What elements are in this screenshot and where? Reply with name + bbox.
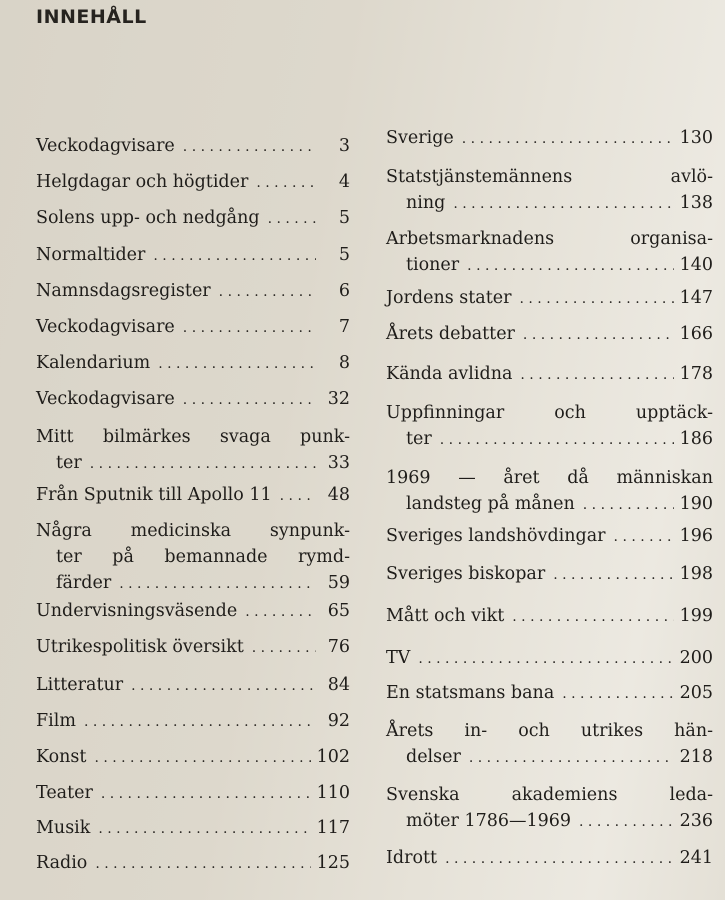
toc-entry xyxy=(36,850,350,877)
toc-entry xyxy=(36,780,350,807)
toc-entry-page: 138 xyxy=(679,193,713,213)
toc-entry-page: 190 xyxy=(679,494,713,514)
toc-entry-line xyxy=(36,780,350,807)
toc-entry-line xyxy=(36,133,350,160)
dot-leader xyxy=(183,315,316,341)
toc-entry-page: 8 xyxy=(338,353,350,373)
toc-entry-page: 140 xyxy=(679,255,713,275)
toc-entry-title: Radio xyxy=(36,853,88,873)
toc-entry xyxy=(36,314,350,341)
dot-leader xyxy=(418,646,673,672)
toc-entry-page: 241 xyxy=(679,848,713,868)
toc-entry-page: 92 xyxy=(327,711,350,731)
toc-entry xyxy=(386,845,713,872)
toc-entry-page: 5 xyxy=(338,208,350,228)
toc-entry-line xyxy=(386,285,713,312)
toc-entry-title: Svenska akademiens leda- xyxy=(386,785,713,805)
dot-leader xyxy=(256,170,316,196)
toc-entry-title: TV xyxy=(386,648,411,668)
dot-leader xyxy=(252,635,316,661)
toc-entry-page: 186 xyxy=(679,429,713,449)
toc-entry xyxy=(36,386,350,413)
dot-leader xyxy=(583,492,674,518)
toc-entry xyxy=(36,815,350,842)
toc-entry-line xyxy=(36,386,350,413)
toc-entry-line xyxy=(386,603,713,630)
toc-entry-page: 200 xyxy=(679,648,713,668)
toc-entry xyxy=(386,285,713,312)
toc-entry-page: 32 xyxy=(327,389,350,409)
dot-leader xyxy=(94,745,310,771)
toc-entry-line xyxy=(36,242,350,269)
toc-entry-page: 117 xyxy=(316,818,350,838)
toc-entry-title: ter på bemannade rymd- xyxy=(56,547,350,567)
dot-leader xyxy=(153,243,316,269)
toc-entry-page: 76 xyxy=(327,637,350,657)
toc-entry-page: 65 xyxy=(327,601,350,621)
toc-entry-line xyxy=(36,815,350,842)
toc-entry xyxy=(36,205,350,232)
dot-leader xyxy=(95,851,310,877)
dot-leader xyxy=(553,562,673,588)
toc-entry-line xyxy=(36,634,350,661)
toc-entry-page: 218 xyxy=(679,747,713,767)
toc-entry-page: 84 xyxy=(327,675,350,695)
toc-entry-page: 33 xyxy=(327,453,350,473)
toc-entry-page: 59 xyxy=(327,573,350,593)
toc-entry-title: Årets debatter xyxy=(386,324,515,344)
toc-entry xyxy=(386,400,713,453)
toc-entry-page: 205 xyxy=(679,683,713,703)
toc-entry-line xyxy=(386,645,713,672)
toc-entry-title: Från Sputnik till Apollo 11 xyxy=(36,485,272,505)
toc-entry-title: Arbetsmarknadens organisa- xyxy=(386,229,713,249)
toc-entry-line xyxy=(386,190,713,217)
toc-entry xyxy=(386,465,713,518)
toc-entry-title: Sveriges landshövdingar xyxy=(386,526,606,546)
dot-leader xyxy=(119,571,316,597)
toc-entry-page: 196 xyxy=(679,526,713,546)
toc-entry-line xyxy=(36,314,350,341)
toc-entry xyxy=(36,598,350,625)
toc-entry-page: 3 xyxy=(338,136,350,156)
toc-entry-line xyxy=(386,523,713,550)
dot-leader xyxy=(268,206,316,232)
toc-entry-line xyxy=(386,845,713,872)
toc-entry-line xyxy=(386,125,713,152)
toc-entry xyxy=(36,278,350,305)
toc-entry-line xyxy=(36,744,350,771)
toc-entry-title: Statstjänstemännens avlö- xyxy=(386,167,713,187)
toc-entry xyxy=(36,672,350,699)
dot-leader xyxy=(562,681,673,707)
toc-entry-title: ter xyxy=(56,453,82,473)
toc-entry-line xyxy=(36,350,350,377)
toc-entry-title: 1969 — året då människan xyxy=(386,468,713,488)
toc-entry-title: Mitt bilmärkes svaga punk- xyxy=(36,427,350,447)
dot-leader xyxy=(469,745,674,771)
dot-leader xyxy=(131,673,316,699)
toc-entry xyxy=(36,708,350,735)
toc-entry-line xyxy=(36,278,350,305)
dot-leader xyxy=(523,322,674,348)
dot-leader xyxy=(445,846,674,872)
dot-leader xyxy=(158,351,316,377)
toc-entry-title: Normaltider xyxy=(36,245,146,265)
dot-leader xyxy=(219,279,316,305)
toc-entry-title: Kalendarium xyxy=(36,353,151,373)
toc-entry-line xyxy=(36,450,350,477)
toc-entry-title: Konst xyxy=(36,747,87,767)
dot-leader xyxy=(98,816,310,842)
toc-entry-title: Veckodagvisare xyxy=(36,389,175,409)
toc-entry-line xyxy=(386,491,713,518)
toc-entry xyxy=(36,169,350,196)
toc-heading: INNEHÅLL xyxy=(36,6,147,28)
toc-entry-title: Årets in- och utrikes hän- xyxy=(386,721,713,741)
toc-entry-page: 147 xyxy=(679,288,713,308)
dot-leader xyxy=(280,483,316,509)
toc-entry xyxy=(36,634,350,661)
dot-leader xyxy=(520,286,674,312)
toc-entry-line xyxy=(386,808,713,835)
toc-entry xyxy=(36,242,350,269)
toc-entry-line xyxy=(36,850,350,877)
toc-entry-title: möter 1786—1969 xyxy=(406,811,572,831)
toc-entry-title: Solens upp- och nedgång xyxy=(36,208,260,228)
dot-leader xyxy=(183,387,316,413)
toc-entry-page: 48 xyxy=(327,485,350,505)
toc-entry-page: 4 xyxy=(338,172,350,192)
toc-entry xyxy=(386,523,713,550)
toc-entry xyxy=(386,125,713,152)
dot-leader xyxy=(462,126,674,152)
toc-entry-title: ning xyxy=(406,193,446,213)
dot-leader xyxy=(512,604,673,630)
dot-leader xyxy=(579,809,674,835)
toc-entry-page: 130 xyxy=(679,128,713,148)
toc-entry xyxy=(36,133,350,160)
toc-entry xyxy=(36,424,350,477)
toc-entry xyxy=(386,226,713,279)
toc-entry-title: Musik xyxy=(36,818,91,838)
dot-leader xyxy=(467,253,673,279)
toc-entry xyxy=(36,518,350,597)
toc-entry-page: 198 xyxy=(679,564,713,584)
toc-entry xyxy=(386,603,713,630)
dot-leader xyxy=(101,781,311,807)
toc-entry-line xyxy=(36,482,350,509)
toc-entry-page: 7 xyxy=(338,317,350,337)
dot-leader xyxy=(84,709,316,735)
toc-entry-title: Jordens stater xyxy=(386,288,512,308)
toc-entry xyxy=(36,744,350,771)
toc-entry-line xyxy=(386,252,713,279)
toc-entry-title: En statsmans bana xyxy=(386,683,555,703)
toc-entry-line xyxy=(36,169,350,196)
toc-entry-title: Idrott xyxy=(386,848,438,868)
toc-entry-page: 236 xyxy=(679,811,713,831)
toc-entry-page: 166 xyxy=(679,324,713,344)
toc-entry xyxy=(36,350,350,377)
toc-entry-title: Teater xyxy=(36,783,93,803)
toc-entry-line xyxy=(386,561,713,588)
toc-entry-title: tioner xyxy=(406,255,460,275)
toc-entry-title: Några medicinska synpunk- xyxy=(36,521,350,541)
toc-entry-title: Helgdagar och högtider xyxy=(36,172,249,192)
toc-entry xyxy=(386,680,713,707)
toc-entry-title: Mått och vikt xyxy=(386,606,505,626)
toc-entry-title: Undervisningsväsende xyxy=(36,601,238,621)
dot-leader xyxy=(90,451,316,477)
dot-leader xyxy=(183,134,316,160)
toc-entry-page: 125 xyxy=(316,853,350,873)
toc-entry-title: landsteg på månen xyxy=(406,494,575,514)
toc-entry-line xyxy=(386,744,713,771)
dot-leader xyxy=(614,524,674,550)
toc-entry xyxy=(386,645,713,672)
toc-entry-title: Sverige xyxy=(386,128,454,148)
toc-entry xyxy=(386,361,713,388)
toc-entry-page: 110 xyxy=(316,783,350,803)
toc-entry-line xyxy=(386,321,713,348)
toc-entry xyxy=(386,561,713,588)
toc-entry xyxy=(386,321,713,348)
toc-entry-title: Utrikespolitisk översikt xyxy=(36,637,244,657)
toc-entry-title: Kända avlidna xyxy=(386,364,513,384)
toc-entry xyxy=(386,718,713,771)
toc-entry-line xyxy=(386,426,713,453)
toc-entry-title: Film xyxy=(36,711,76,731)
toc-entry-page: 178 xyxy=(679,364,713,384)
toc-entry-line xyxy=(386,361,713,388)
toc-entry-page: 5 xyxy=(338,245,350,265)
toc-entry-line xyxy=(36,708,350,735)
toc-entry-title: Veckodagvisare xyxy=(36,317,175,337)
toc-entry-title: Veckodagvisare xyxy=(36,136,175,156)
toc-entry-line xyxy=(36,205,350,232)
toc-entry-line xyxy=(36,672,350,699)
toc-entry-page: 102 xyxy=(316,747,350,767)
dot-leader xyxy=(520,362,673,388)
toc-entry-title: Uppfinningar och upptäck- xyxy=(386,403,713,423)
toc-entry xyxy=(386,164,713,217)
dot-leader xyxy=(453,191,673,217)
toc-entry-title: Litteratur xyxy=(36,675,124,695)
toc-entry-title: delser xyxy=(406,747,461,767)
toc-entry-page: 199 xyxy=(679,606,713,626)
toc-entry-line xyxy=(36,570,350,597)
toc-entry-title: Namnsdagsregister xyxy=(36,281,211,301)
toc-entry-title: Sveriges biskopar xyxy=(386,564,546,584)
dot-leader xyxy=(245,599,316,625)
toc-entry-line xyxy=(386,680,713,707)
toc-entry-title: färder xyxy=(56,573,112,593)
toc-entry-page: 6 xyxy=(338,281,350,301)
toc-entry-line xyxy=(36,598,350,625)
toc-entry xyxy=(386,782,713,835)
toc-entry xyxy=(36,482,350,509)
toc-entry-title: ter xyxy=(406,429,432,449)
dot-leader xyxy=(440,427,674,453)
